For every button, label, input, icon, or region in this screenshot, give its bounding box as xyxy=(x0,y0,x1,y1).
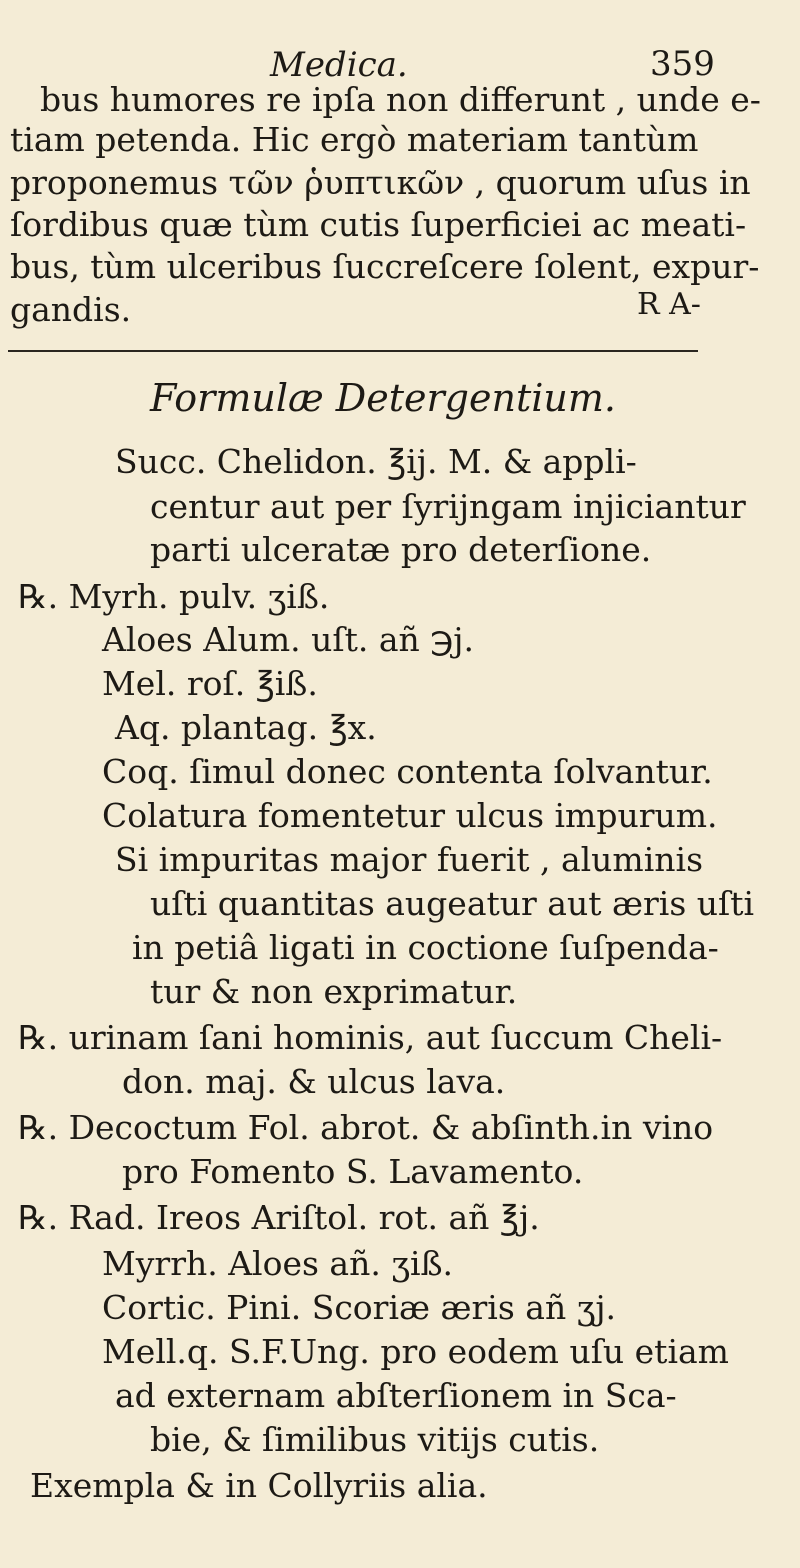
body-line: ℞. urinam ſani hominis, aut ſuccum Cheli- xyxy=(18,1018,723,1057)
intro-line-3: proponemus τῶν ῥυπτικῶν , quorum uſus in xyxy=(10,163,751,202)
body-line: Si impuritas major fuerit , aluminis xyxy=(115,840,704,879)
body-line: Colatura fomentetur ulcus impurum. xyxy=(102,796,718,835)
body-line: uſti quantitas augeatur aut æris uſti xyxy=(150,884,755,923)
intro-line-4: ſordibus quæ tùm cutis ſuperficiei ac meati- xyxy=(10,205,747,244)
body-line: Coq. ſimul donec contenta ſolvantur. xyxy=(102,752,713,791)
body-line: Cortic. Pini. Scoriæ æris añ ʒj. xyxy=(102,1288,617,1327)
body-line: Succ. Chelidon. ℥ij. M. & appli- xyxy=(115,442,637,481)
body-line: bie, & ſimilibus vitijs cutis. xyxy=(150,1420,600,1459)
intro-line-5: bus, tùm ulceribus ſuccreſcere ſolent, expur- xyxy=(10,247,760,286)
body-line: parti ulceratæ pro deterſione. xyxy=(150,530,652,569)
body-line: pro Fomento S. Lavamento. xyxy=(122,1152,584,1191)
body-line: Mel. roſ. ℥iß. xyxy=(102,664,318,703)
body-line: don. maj. & ulcus lava. xyxy=(122,1062,506,1101)
section-title: Formulæ Detergentium. xyxy=(150,376,616,420)
section-divider xyxy=(8,350,698,352)
body-line: Exempla & in Collyriis alia. xyxy=(30,1466,488,1505)
body-line: tur & non exprimatur. xyxy=(150,972,518,1011)
body-line: ℞. Rad. Ireos Ariſtol. rot. añ ℥j. xyxy=(18,1198,540,1237)
body-line: ad externam abſterſionem in Sca- xyxy=(115,1376,677,1415)
body-line: ℞. Myrh. pulv. ʒiß. xyxy=(18,577,330,616)
body-line: Aloes Alum. uſt. añ ℈j. xyxy=(102,620,475,659)
body-line: Mell.q. S.F.Ung. pro eodem uſu etiam xyxy=(102,1332,729,1371)
body-line: Myrrh. Aloes añ. ʒiß. xyxy=(102,1244,454,1283)
body-line: Aq. plantag. ℥x. xyxy=(115,708,377,747)
running-title: Medica. xyxy=(270,45,408,85)
body-line: in petiâ ligati in coctione ſuſpenda- xyxy=(132,928,719,967)
intro-line-6: gandis. xyxy=(10,290,132,329)
catchword: R A- xyxy=(637,287,701,322)
intro-line-2: tiam petenda. Hic ergò materiam tantùm xyxy=(10,120,699,159)
page-number: 359 xyxy=(650,44,715,84)
intro-line-1: bus humores re ipſa non differunt , unde e- xyxy=(40,80,761,119)
body-line: centur aut per ſyrijngam injiciantur xyxy=(150,487,746,526)
body-line: ℞. Decoctum Fol. abrot. & abſinth.in vino xyxy=(18,1108,714,1147)
